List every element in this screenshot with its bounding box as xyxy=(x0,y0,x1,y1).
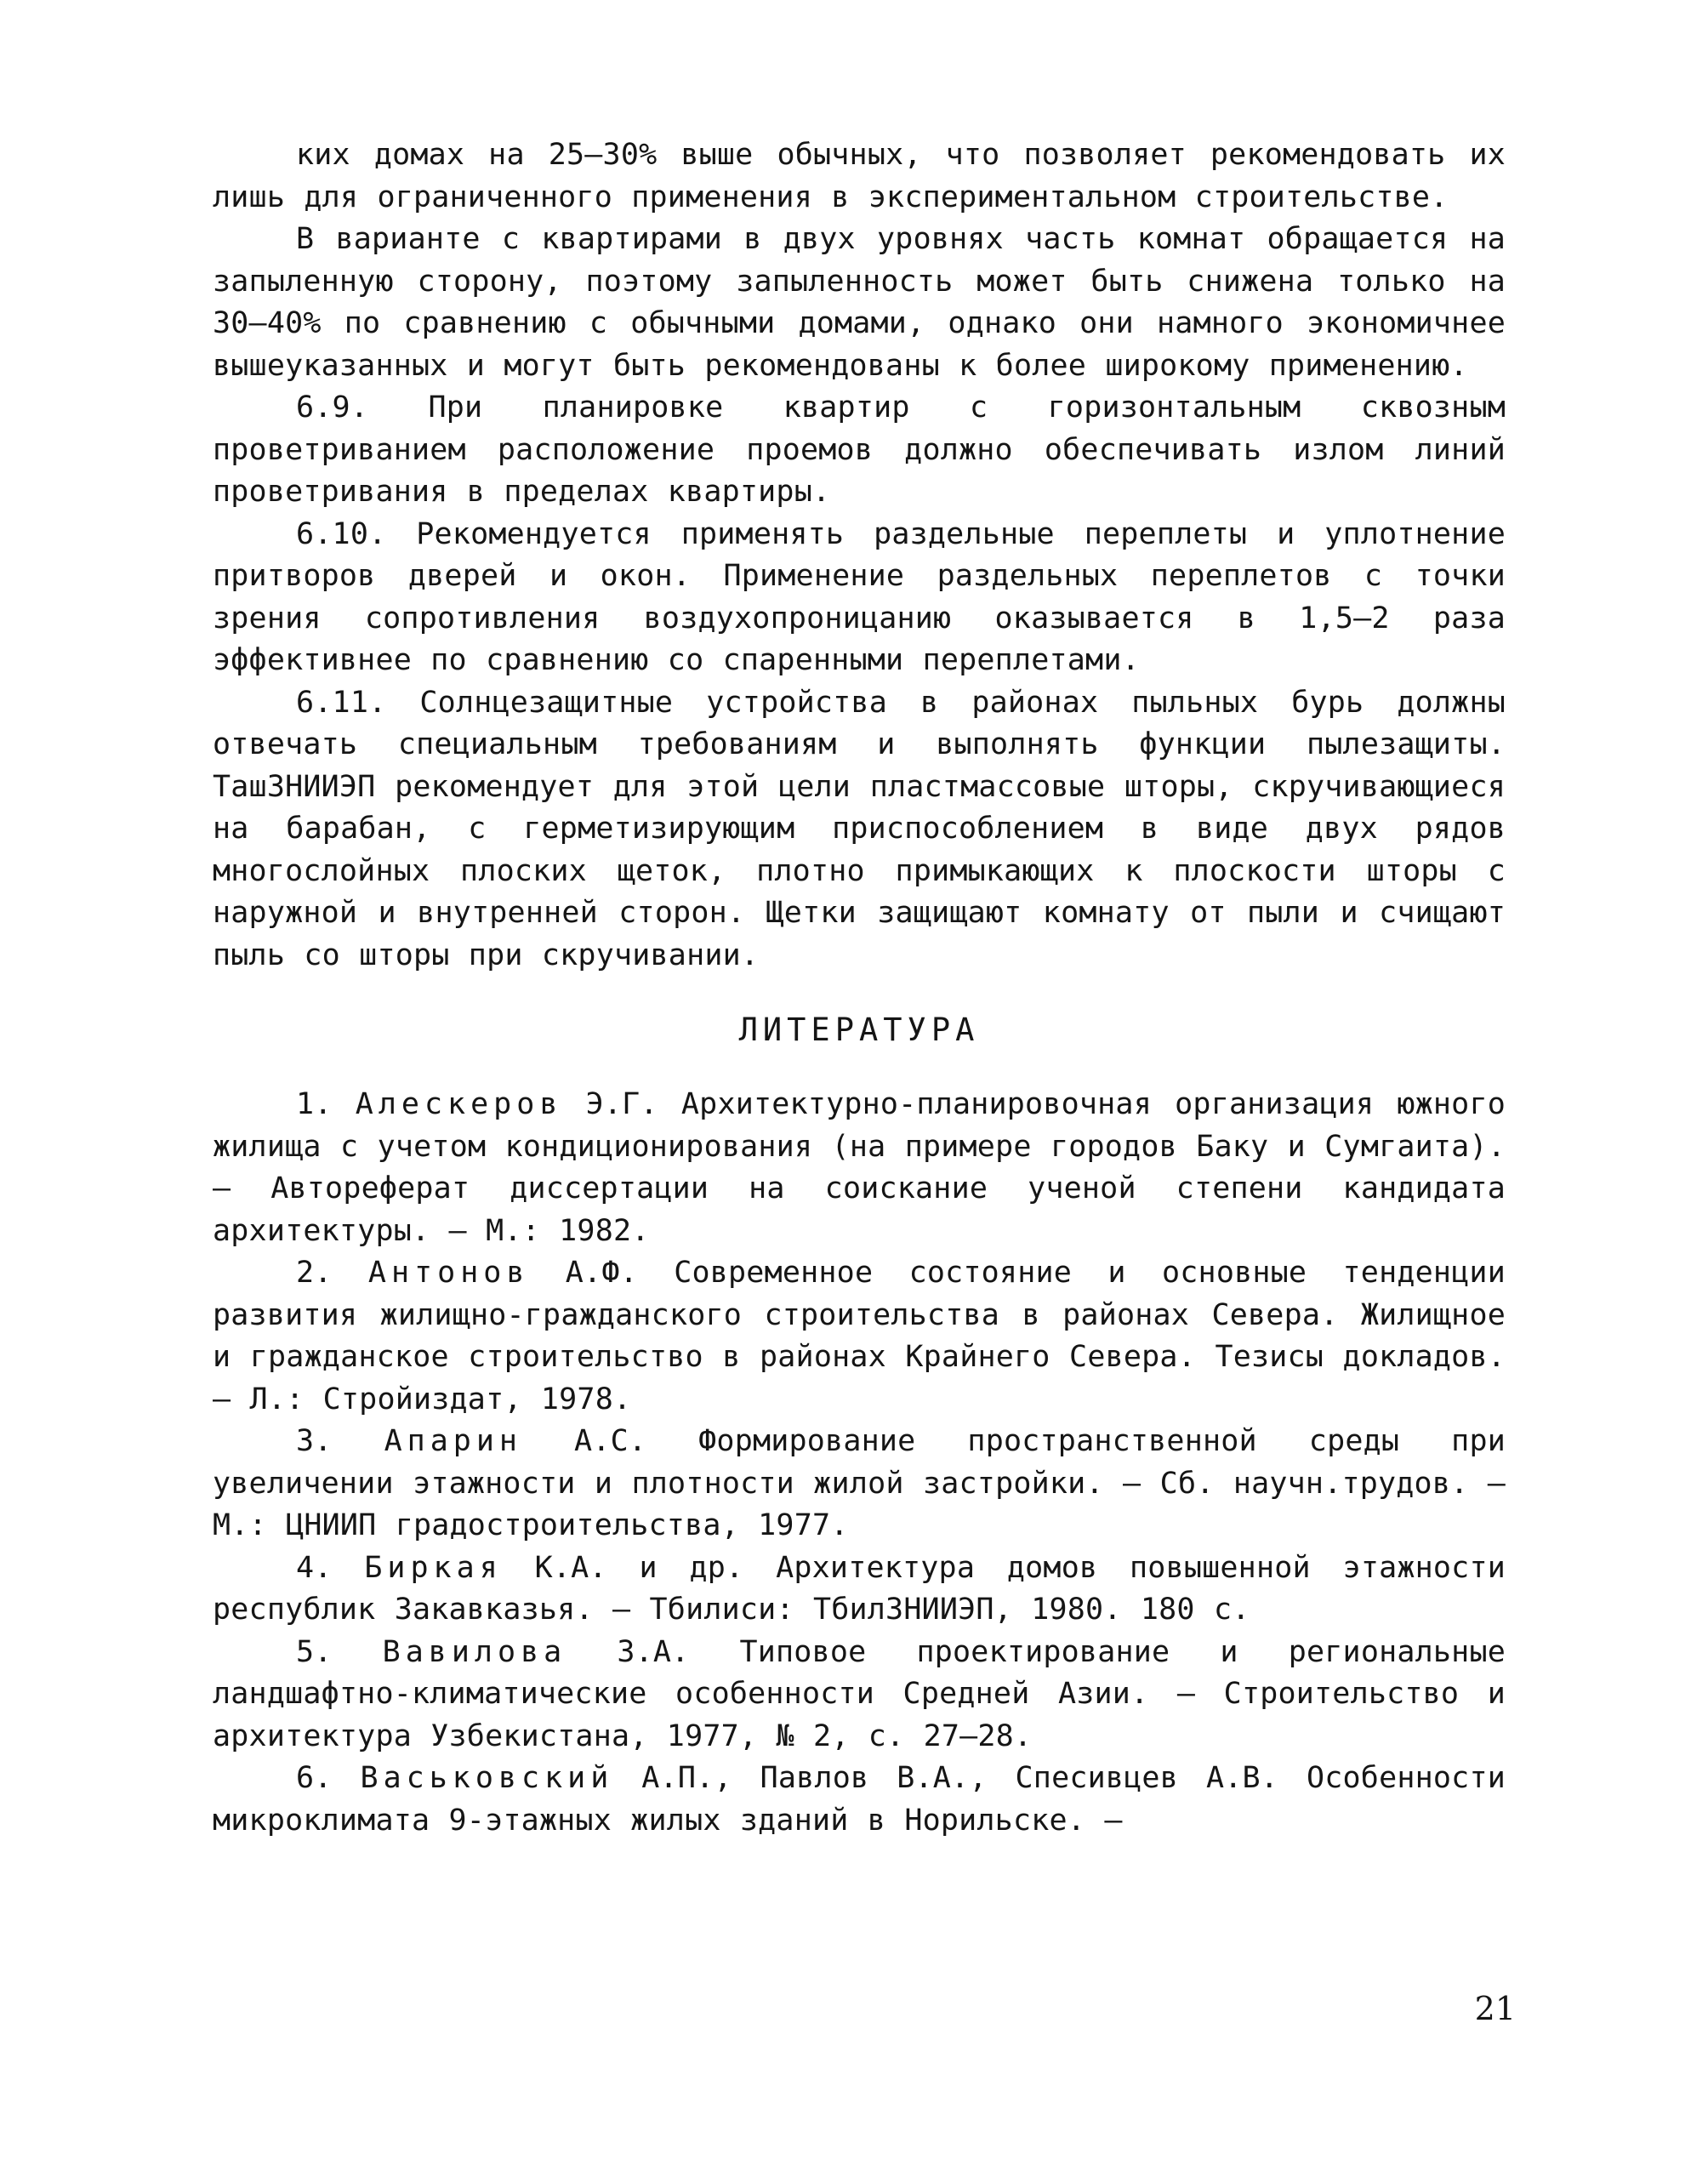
reference-item xyxy=(213,1421,1506,1547)
reference-number: 6. xyxy=(296,1761,333,1795)
reference-item xyxy=(213,1632,1506,1758)
reference-text: Э.Г. Архитектурно-планировочная организация южного жилища с учетом кондиционирования (на примере городов Баку и Сумгаита). – Автореферат диссертации на соискание ученой степени кандидата архитектуры. – М.: 1982. xyxy=(213,1087,1506,1248)
reference-number: 1. xyxy=(296,1087,333,1121)
paragraph-6-10: 6.10. Рекомендуется применять раздельные переплеты и уплотнение притворов дверей и окон. Применение раздельных переплетов с точки зрения сопротивления воздухопроницанию оказывается в 1,5–2 раза эффективнее по сравнению со спаренными переплетами. xyxy=(213,516,1506,677)
reference-item xyxy=(213,1758,1506,1842)
paragraph-two-level-apartments: В варианте с квартирами в двух уровнях часть комнат обращается на запыленную сторону, поэтому запыленность может быть снижена только на 30–40% по сравнению с обычными домами, однако они намного экономичнее вышеуказанных и могут быть рекомендованы к более широкому применению. xyxy=(213,222,1506,383)
paragraph-continuation: ких домах на 25–30% выше обычных, что позволяет рекомендовать их лишь для ограниченного применения в экспериментальном строительстве. xyxy=(213,138,1506,214)
reference-author: Алескеров xyxy=(355,1087,563,1121)
reference-item xyxy=(213,1252,1506,1421)
paragraph-6-9: 6.9. При планировке квартир с горизонтальным сквозным проветриванием расположение проемов должно обеспечивать излом линий проветривания в пределах квартиры. xyxy=(213,390,1506,509)
reference-text: К.А. и др. Архитектура домов повышенной этажности республик Закавказья. – Тбилиси: ТбилЗНИИЭП, 1980. 180 с. xyxy=(213,1550,1506,1627)
literature-heading: ЛИТЕРАТУРА xyxy=(738,1012,980,1048)
reference-item xyxy=(213,1547,1506,1632)
reference-author: Васьковский xyxy=(360,1761,614,1795)
text-block xyxy=(213,134,1506,1842)
reference-text: А.Ф. Современное состояние и основные тенденции развития жилищно-гражданского строительства в районах Севера. Жилищное и гражданское строительство в районах Крайнего Севера. Тезисы докладов. – Л.: Стройиздат, 1978. xyxy=(213,1256,1506,1416)
reference-number: 5. xyxy=(296,1634,333,1669)
reference-text: З.А. Типовое проектирование и региональные ландшафтно-климатические особенности Средней Азии. – Строительство и архитектура Узбекистана, 1977, № 2, с. 27–28. xyxy=(213,1634,1506,1753)
reference-text: А.С. Формирование пространственной среды при увеличении этажности и плотности жилой застройки. – Сб. научн.трудов. – М.: ЦНИИП градостроительства, 1977. xyxy=(213,1424,1506,1542)
reference-number: 3. xyxy=(296,1424,333,1458)
reference-number: 2. xyxy=(296,1256,333,1290)
reference-text: А.П., Павлов В.А., Спесивцев А.В. Особенности микроклимата 9-этажных жилых зданий в Норильске. – xyxy=(213,1761,1506,1838)
reference-author: Антонов xyxy=(367,1256,530,1290)
reference-author: Вавилова xyxy=(382,1634,567,1669)
paragraph-6-11: 6.11. Солнцезащитные устройства в районах пыльных бурь должны отвечать специальным требованиям и выполнять функции пылезащиты. ТашЗНИИЭП рекомендует для этой цели пластмассовые шторы, скручивающиеся на барабан, с герметизирующим приспособлением в виде двух рядов многослойных плоских щеток, плотно примыкающих к плоскости шторы с наружной и внутренней сторон. Щетки защищают комнату от пыли и счищают пыль со шторы при скручивании. xyxy=(213,685,1506,972)
reference-author: Биркая xyxy=(364,1550,503,1585)
page-number: 21 xyxy=(1474,1990,1516,2027)
reference-author: Апарин xyxy=(384,1424,523,1458)
reference-number: 4. xyxy=(296,1550,333,1585)
reference-item xyxy=(213,1084,1506,1252)
